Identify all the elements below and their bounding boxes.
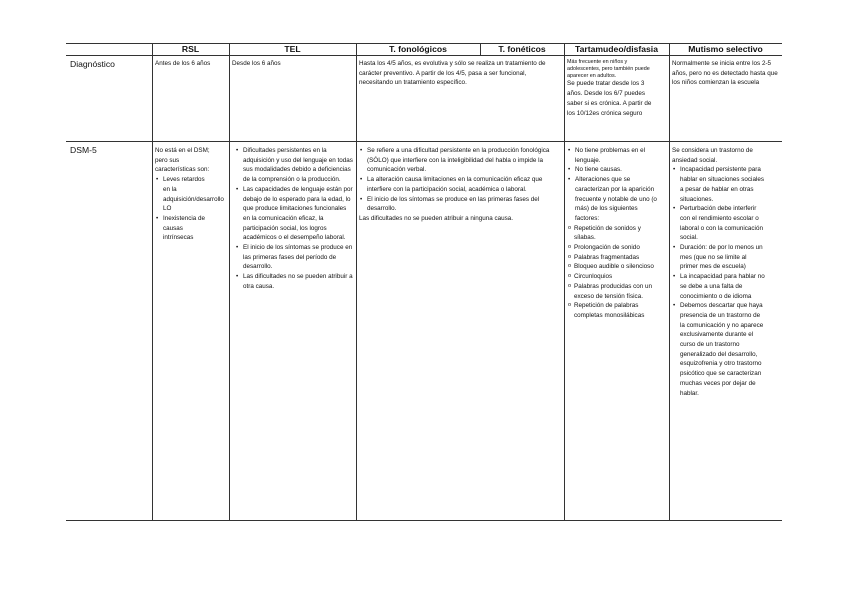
- list-item: • La alteración causa limitaciones en la comunicación eficaz que interfiere con la participación social, académica o laboral.: [367, 175, 554, 194]
- dsm5-fonologicos: [356, 142, 564, 521]
- diagnostico-fonologicos: [356, 56, 564, 142]
- header-tartamudeo: Tartamudeo/disfasia: [575, 44, 658, 54]
- list-item: • No tiene causas.: [575, 165, 663, 175]
- dsm5-fon-tail: Las dificultades no se pueden atribuir a ninguna causa.: [359, 214, 514, 222]
- dsm5-tart-list: [567, 146, 663, 224]
- list-item: o Prolongación de sonido: [574, 243, 663, 253]
- list-item: • La incapacidad para hablar no se debe a una falta de conocimiento o de idioma: [680, 272, 766, 301]
- grid-line-bottom: [66, 520, 782, 521]
- grid-line-v1: [229, 43, 230, 521]
- grid-line-v0: [152, 43, 153, 521]
- grid-line-v5: [669, 43, 670, 521]
- grid-line-v4: [564, 43, 565, 521]
- diagnostico-mut-text: Normalmente se inicia entre los 2-5 años, pero no es detectado hasta que los niños comienzan la escuela: [672, 60, 778, 87]
- diagnostico-rsl: [152, 56, 220, 142]
- diagnostico-rsl-text: Antes de los 6 años: [155, 60, 211, 67]
- list-item: • Incapacidad persistente para hablar en situaciones sociales a pesar de hablar en otras situaciones.: [680, 165, 766, 204]
- grid-line-top: [66, 43, 782, 44]
- dsm5-tartamudeo: [564, 142, 669, 521]
- header-t-foneticos: T. fonéticos: [498, 44, 546, 54]
- dsm5-tart-sublist: [567, 224, 663, 321]
- dsm5-rsl: [152, 142, 224, 521]
- dsm5-tel: [229, 142, 356, 521]
- row-label-dsm5: DSM-5: [70, 145, 97, 155]
- header-rsl: RSL: [181, 44, 200, 54]
- list-item: • Debemos descartar que haya presencia de un trastorno de la comunicación y no aparece exclusivamente durante el curso de un trastorno generalizado del desarrollo, esquizofrenia y otro trastorno psicótico que se caracterizan muchas veces por dejar de hablar.: [680, 301, 766, 398]
- list-item: o Repetición de palabras completas monosilábicas: [574, 301, 663, 320]
- grid-line-row1-bottom: [66, 141, 782, 142]
- grid-line-v2: [356, 43, 357, 521]
- header-mutismo: Mutismo selectivo: [688, 44, 763, 54]
- diagnostico-mutismo: [669, 56, 782, 142]
- dsm5-mut-intro: Se considera un trastorno de ansiedad social.: [672, 147, 753, 164]
- grid-line-v3: [480, 43, 481, 56]
- list-item: • Inexistencia de causas intrínsecas: [163, 214, 221, 243]
- diagnostico-tart-small-text: Más frecuente en niños y adolescentes, pero también puede aparecer en adultos.: [567, 59, 650, 79]
- list-item: o Palabras fragmentadas: [574, 253, 663, 263]
- diagnostico-tel: [229, 56, 356, 142]
- list-item: o Palabras producidas con un exceso de tensión física.: [574, 282, 663, 301]
- dsm5-fon-list: [359, 146, 554, 214]
- list-item: • El inicio de los síntomas se produce en las primeras fases del período de desarrollo.: [243, 243, 353, 272]
- diagnostico-fon-text: Hasta los 4/5 años, es evolutiva y sólo se realiza un tratamiento de carácter preventivo. A partir de los 4/5, pasa a ser funcional, necesitando un tratamiento específico.: [359, 60, 546, 87]
- dsm5-rsl-intro: No está en el DSM; pero sus características son:: [155, 147, 210, 174]
- list-item: • Duración: de por lo menos un mes (que no se limite al primer mes de escuela): [680, 243, 766, 272]
- comparison-table: [66, 43, 782, 521]
- list-item: • Perturbación debe interferir con el rendimiento escolar o laboral o con la comunicación social.: [680, 204, 766, 243]
- list-item: o Bloqueo audible o silencioso: [574, 262, 663, 272]
- dsm5-mutismo: [669, 142, 782, 521]
- list-item: • Dificultades persistentes en la adquisición y uso del lenguaje en todas sus modalidades debido a deficiencias de la comprensión o la producción.: [243, 146, 353, 185]
- list-item: • Alteraciones que se caracterizan por la aparición frecuente y notable de uno (o más) de los siguientes factores:: [575, 175, 663, 224]
- list-item: • Las dificultades no se pueden atribuir a otra causa.: [243, 272, 353, 291]
- diagnostico-tartamudeo: [564, 56, 664, 142]
- dsm5-rsl-list: [155, 175, 224, 243]
- grid-line-header-bottom: [66, 55, 782, 56]
- list-item: o Repetición de sonidos y sílabas.: [574, 224, 663, 243]
- list-item: • Leves retardos en la adquisición/desarrollo LO: [163, 175, 221, 214]
- row-label-diagnostico: Diagnóstico: [70, 59, 115, 69]
- dsm5-mut-list: [672, 165, 772, 398]
- diagnostico-tart-text: Se puede tratar desde los 3 años. Desde los 6/7 puedes saber si es crónica. A partir de los 10/12es crónica seguro: [567, 80, 652, 117]
- header-t-fonologicos: T. fonológicos: [389, 44, 447, 54]
- list-item: • No tiene problemas en el lenguaje.: [575, 146, 663, 165]
- dsm5-tel-list: [235, 146, 353, 292]
- header-tel: TEL: [284, 44, 301, 54]
- diagnostico-tel-text: Desde los 6 años: [232, 60, 281, 67]
- list-item: • Las capacidades de lenguaje están por debajo de lo esperado para la edad, lo que produce limitaciones funcionales en la comunicación eficaz, la participación social, los logros académicos o el desempeño laboral.: [243, 185, 353, 243]
- list-item: o Circunloquios: [574, 272, 663, 282]
- list-item: • El inicio de los síntomas se produce en las primeras fases del desarrollo.: [367, 195, 554, 214]
- list-item: • Se refiere a una dificultad persistente en la producción fonológica (SÓLO) que interfiere con la inteligibilidad del habla o impide la comunicación verbal.: [367, 146, 554, 175]
